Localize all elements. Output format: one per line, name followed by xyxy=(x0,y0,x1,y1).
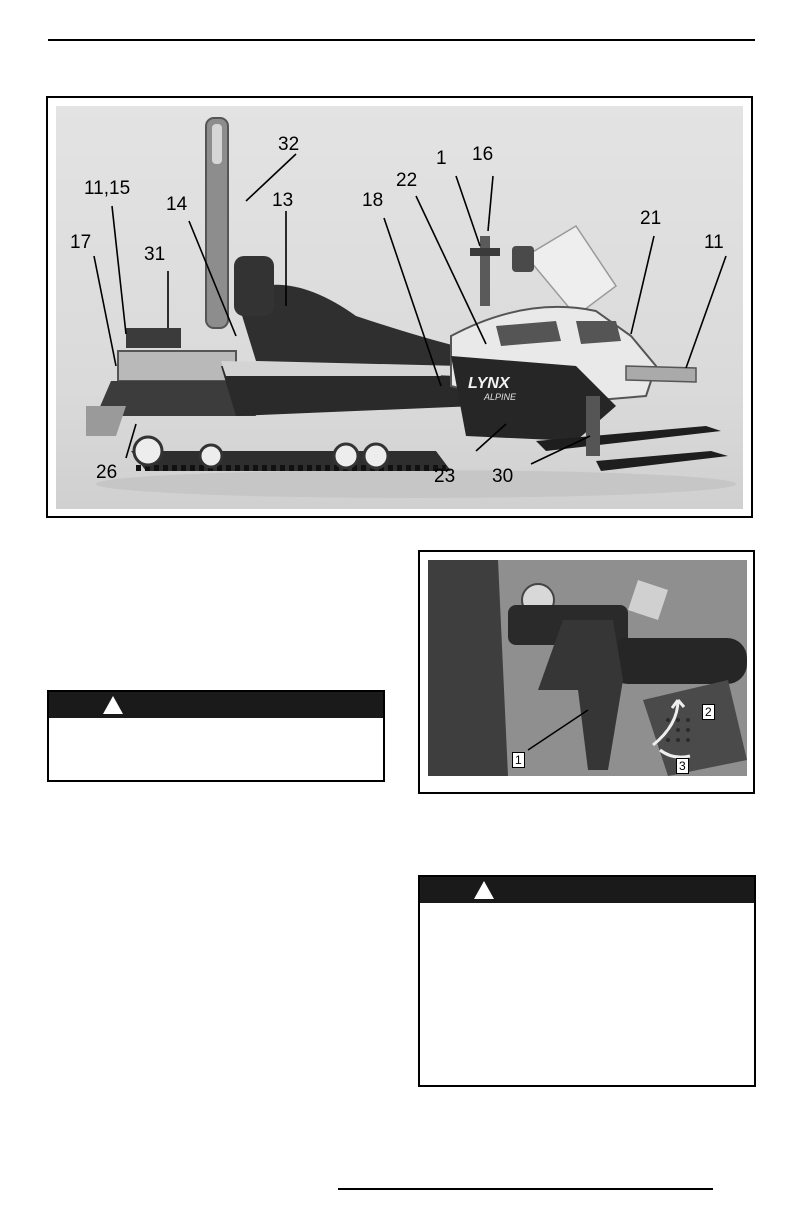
callout-11: 11 xyxy=(704,232,724,253)
decal-alpine: ALPINE xyxy=(484,392,517,402)
callout-11-15: 11,15 xyxy=(84,178,131,199)
callout-16: 16 xyxy=(472,144,494,165)
callout-32: 32 xyxy=(278,134,300,155)
brake-lever-photo xyxy=(428,560,747,776)
warning-triangle-icon xyxy=(473,880,495,900)
snowmobile-illustration xyxy=(56,106,743,509)
brake-lever-illustration xyxy=(428,560,747,776)
warning-header-bar xyxy=(420,877,754,903)
callout-22: 22 xyxy=(396,170,418,191)
callout-21: 21 xyxy=(640,208,662,229)
snowmobile-figure xyxy=(46,96,753,518)
warning-header-bar xyxy=(49,692,383,718)
callout-26: 26 xyxy=(96,462,118,483)
callout-14: 14 xyxy=(166,194,188,215)
callout-31: 31 xyxy=(144,244,166,265)
callout-23: 23 xyxy=(434,466,456,487)
callout-30: 30 xyxy=(492,466,514,487)
footer-rule xyxy=(338,1188,713,1190)
brake-lever-figure xyxy=(418,550,755,794)
callout-17: 17 xyxy=(70,232,92,253)
header-rule xyxy=(48,39,755,41)
decal-lynx: LYNX xyxy=(468,375,510,392)
lever-callout-2: 2 xyxy=(702,704,715,720)
lever-callout-3: 3 xyxy=(676,758,689,774)
warning-box-right xyxy=(418,875,756,1087)
warning-box-left xyxy=(47,690,385,782)
callout-1: 1 xyxy=(436,148,447,169)
callout-18: 18 xyxy=(362,190,384,211)
callout-13: 13 xyxy=(272,190,294,211)
warning-triangle-icon xyxy=(102,695,124,715)
snowmobile-photo xyxy=(56,106,743,509)
lever-callout-1: 1 xyxy=(512,752,525,768)
